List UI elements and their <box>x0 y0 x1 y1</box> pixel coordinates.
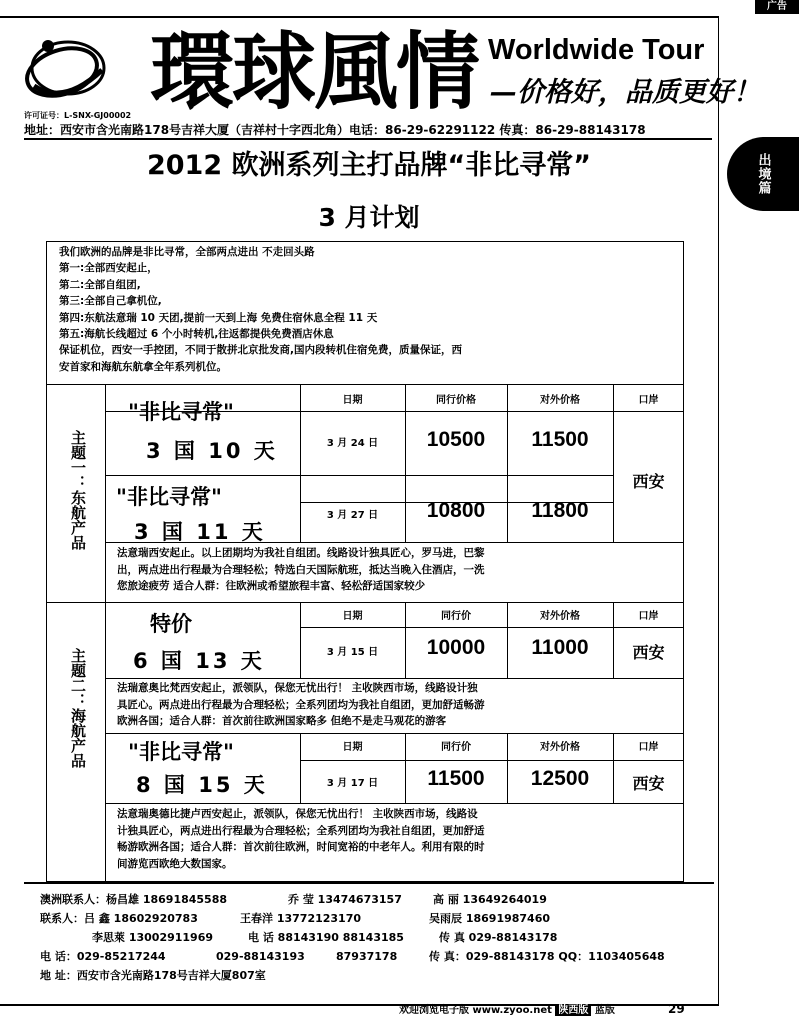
desc-line: 欧洲各国；适合人群：首次前往欧洲国家略多 但绝不是走马观花的游客 <box>117 715 447 727</box>
desc-line: 法意瑞西安起止。以上团期均为我社自组团。线路设计独具匠心，罗马进，巴黎 <box>117 547 485 559</box>
col-head-retail: 对外价格 <box>540 395 580 406</box>
product-duration: 3 国 11 天 <box>134 520 266 544</box>
globe-logo-icon <box>24 28 108 108</box>
grid-line <box>46 384 684 385</box>
contact-row <box>40 947 710 966</box>
trade-price: 10800 <box>426 499 486 522</box>
desc-line: 畅游欧洲各国；适合人群：首次前往欧洲，时间宽裕的中老年人。利用有限的时 <box>117 841 485 853</box>
theme2-product2-description <box>117 806 683 872</box>
grid-line <box>613 384 614 542</box>
section-tab: 出境篇 <box>727 137 799 211</box>
grid-line <box>105 803 684 804</box>
col-head-trade: 同行价 <box>441 611 471 622</box>
license-number: 许可证号：L-SNX-GJ00002 <box>24 111 132 120</box>
grid-line <box>300 760 684 761</box>
contact-entry: 029-88143193 <box>216 950 305 963</box>
departure-port: 西安 <box>632 774 665 793</box>
desc-line: 间游览西欧绝大数国家。 <box>117 857 233 870</box>
theme1-label: 主题一：东航产品 <box>69 430 87 550</box>
contact-entry: 高 丽 13649264019 <box>433 893 547 906</box>
desc-line: 具匠心。两点进出行程最为合理轻松；全系列团均为我社自组团，更加舒适畅游 <box>117 698 485 711</box>
trade-price: 11500 <box>427 767 485 790</box>
page-title: 2012 欧洲系列主打品牌“非比寻常” <box>146 150 592 181</box>
page-subtitle: 3 月计划 <box>318 203 420 232</box>
retail-price: 11000 <box>531 636 589 659</box>
theme2-product1-description <box>117 680 683 730</box>
departure-date: 3 月 15 日 <box>326 647 379 658</box>
retail-price: 12500 <box>530 767 590 790</box>
contact-entry: 联系人：吕 鑫 18602920783 <box>40 912 198 925</box>
departure-port: 西安 <box>632 643 665 662</box>
contact-entry: 吴雨辰 18691987460 <box>429 912 551 925</box>
intro-line: 我们欧洲的品牌是非比寻常，全部两点进出 不走回头路 <box>59 246 315 258</box>
intro-line: 第三:全部自己拿机位, <box>59 295 162 308</box>
desc-line: 法瑞意奥比梵西安起止，派领队，保您无忧出行！ 主收陕西市场，线路设计独 <box>117 682 478 694</box>
theme1-description <box>117 545 683 595</box>
contact-entry: 地 址：西安市含光南路178号吉祥大厦807室 <box>40 969 266 982</box>
footer-text <box>399 1004 615 1018</box>
contact-row <box>40 909 710 928</box>
desc-line: 计独具匠心，两点进出行程最为合理轻松；全系列团均为我社自组团，更加舒适 <box>117 824 485 837</box>
departure-date: 3 月 27 日 <box>326 510 379 521</box>
company-address: 地址：西安市含光南路178号吉祥大厦（吉祥村十字西北角）电话：86-29-62291122 传真：86-29-88143178 <box>24 123 646 137</box>
departure-date: 3 月 24 日 <box>326 438 379 449</box>
product-name: 特价 <box>150 612 192 636</box>
footer-badge: 陕西版 <box>555 1005 591 1016</box>
contact-row <box>40 966 710 985</box>
product-duration: 3 国 10 天 <box>146 439 278 463</box>
contact-entry: 乔 莹 13474673157 <box>288 893 402 906</box>
departure-date: 3 月 17 日 <box>326 778 379 789</box>
col-head-date: 日期 <box>342 611 363 622</box>
col-head-retail: 对外价格 <box>540 611 580 622</box>
page-number: 29 <box>668 1002 685 1016</box>
desc-line: 法意瑞奥德比捷卢西安起止，派领队，保您无忧出行！ 主收陕西市场，线路设 <box>117 808 478 820</box>
trade-price: 10000 <box>426 636 486 659</box>
contact-entry: 传 真 029-88143178 <box>439 931 558 944</box>
page-border <box>718 16 719 1006</box>
col-head-port: 口岸 <box>638 395 659 406</box>
col-head-port: 口岸 <box>638 611 659 622</box>
contact-row <box>40 928 710 947</box>
trade-price: 10500 <box>426 428 486 451</box>
product-name: "非比寻常" <box>128 400 234 424</box>
footer-website: 欢迎浏览电子版 www.zyoo.net <box>399 1005 552 1016</box>
product-name: "非比寻常" <box>128 740 234 764</box>
intro-line: 保证机位，西安一手控团，不同于散拼北京批发商,国内段转机住宿免费，质量保证，西 <box>59 344 462 357</box>
col-head-date: 日期 <box>342 395 363 406</box>
brand-name: 環球風情 <box>150 22 479 121</box>
brand-english-name: Worldwide Tour <box>488 34 705 66</box>
col-head-trade: 同行价 <box>441 742 471 753</box>
contacts-block <box>40 890 710 985</box>
intro-line: 安首家和海航东航拿全年系列机位。 <box>59 360 227 373</box>
contact-entry: 传 真：029-88143178 QQ：1103405648 <box>429 950 665 963</box>
col-head-trade: 同行价格 <box>436 395 476 406</box>
product-duration: 6 国 13 天 <box>133 649 265 673</box>
contact-entry: 李思萊 13002911969 <box>92 931 214 944</box>
col-head-retail: 对外价格 <box>540 742 580 753</box>
contact-entry: 87937178 <box>336 950 398 963</box>
brand-slogan: —价格好，品质更好！ <box>490 77 760 108</box>
product-duration: 8 国 15 天 <box>136 773 268 797</box>
intro-line: 第五:海航长线超过 6 个小时转机,往返都提供免费酒店休息 <box>59 328 334 341</box>
desc-line: 出，两点进出行程最为合理轻松；特选白天国际航班，抵达当晚入住酒店，一洗 <box>117 563 485 576</box>
contact-entry: 电 话：029-85217244 <box>40 950 166 963</box>
col-head-port: 口岸 <box>638 742 659 753</box>
grid-line <box>105 733 684 734</box>
departure-port: 西安 <box>632 472 665 491</box>
theme2-label: 主题二：海航产品 <box>69 648 87 768</box>
intro-line: 第四:东航法意瑞 10 天团,提前一天到上海 免费住宿休息全程 11 天 <box>59 311 378 324</box>
desc-line: 您旅途疲劳 适合人群：往欧洲或希望旅程丰富、轻松舒适国家较少 <box>117 580 426 592</box>
contacts-rule <box>24 882 714 884</box>
product-name: "非比寻常" <box>116 485 222 509</box>
contact-entry: 澳洲联系人：杨昌雄 18691845588 <box>40 893 228 906</box>
contact-entry: 电 话 88143190 88143185 <box>248 931 404 944</box>
ad-tag: 广告 <box>755 0 799 14</box>
grid-line <box>105 678 684 679</box>
grid-line <box>105 475 613 476</box>
intro-line: 第二:全部自组团, <box>59 278 141 291</box>
grid-line <box>46 602 684 603</box>
grid-line <box>105 384 106 882</box>
intro-text <box>59 244 683 375</box>
contact-row <box>40 890 710 909</box>
top-rule <box>0 16 718 18</box>
grid-line <box>300 627 684 628</box>
intro-line: 第一:全部西安起止， <box>59 262 158 275</box>
col-head-date: 日期 <box>342 742 363 753</box>
retail-price: 11800 <box>531 499 589 522</box>
footer-edition: 蓝版 <box>594 1005 615 1016</box>
retail-price: 11500 <box>531 428 589 451</box>
header-rule <box>24 138 712 140</box>
contact-entry: 王春洋 13772123170 <box>240 912 362 925</box>
